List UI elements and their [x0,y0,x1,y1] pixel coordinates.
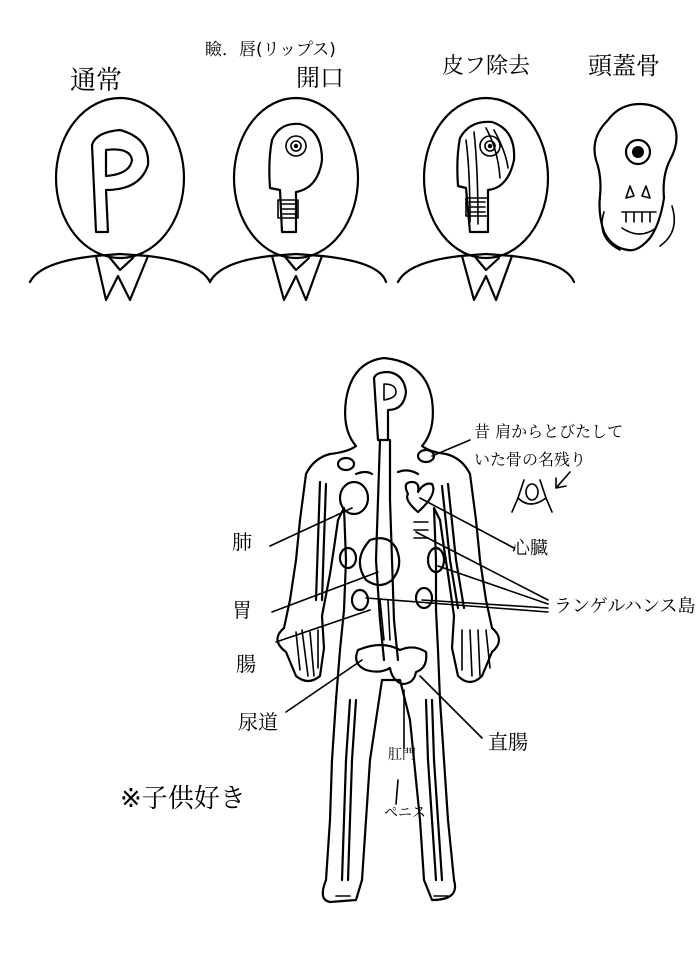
label-wings-note-line1: 昔 肩からとびたして [474,422,624,441]
label-urethra: 尿道 [238,710,278,734]
label-intestine: 腸 [236,652,256,676]
label-skin-removed: 皮フ除去 [442,54,531,79]
head-skin-removed [398,98,574,300]
label-open-line1: 瞼．唇(リップス) [205,40,336,60]
label-rectum: 直腸 [488,730,528,754]
label-normal: 通常 [70,66,123,96]
label-open-line2: 開口 [296,64,344,92]
head-normal [30,98,210,300]
note-likes-children: ※子供好き [120,784,246,814]
label-skull: 頭蓋骨 [588,52,660,80]
wing-remnant-sketch [512,472,570,512]
label-islets: ランゲルハンス島 [554,596,696,617]
label-wings-note-line2: いた骨の名残り [474,450,587,469]
label-lungs: 肺 [232,530,252,554]
label-anus: 肛門 [388,747,416,763]
head-lips-open [210,98,386,300]
label-penis: ペニス [384,805,426,821]
label-heart: 心臓 [512,538,548,559]
skull [595,104,677,250]
label-stomach: 胃 [232,598,252,622]
